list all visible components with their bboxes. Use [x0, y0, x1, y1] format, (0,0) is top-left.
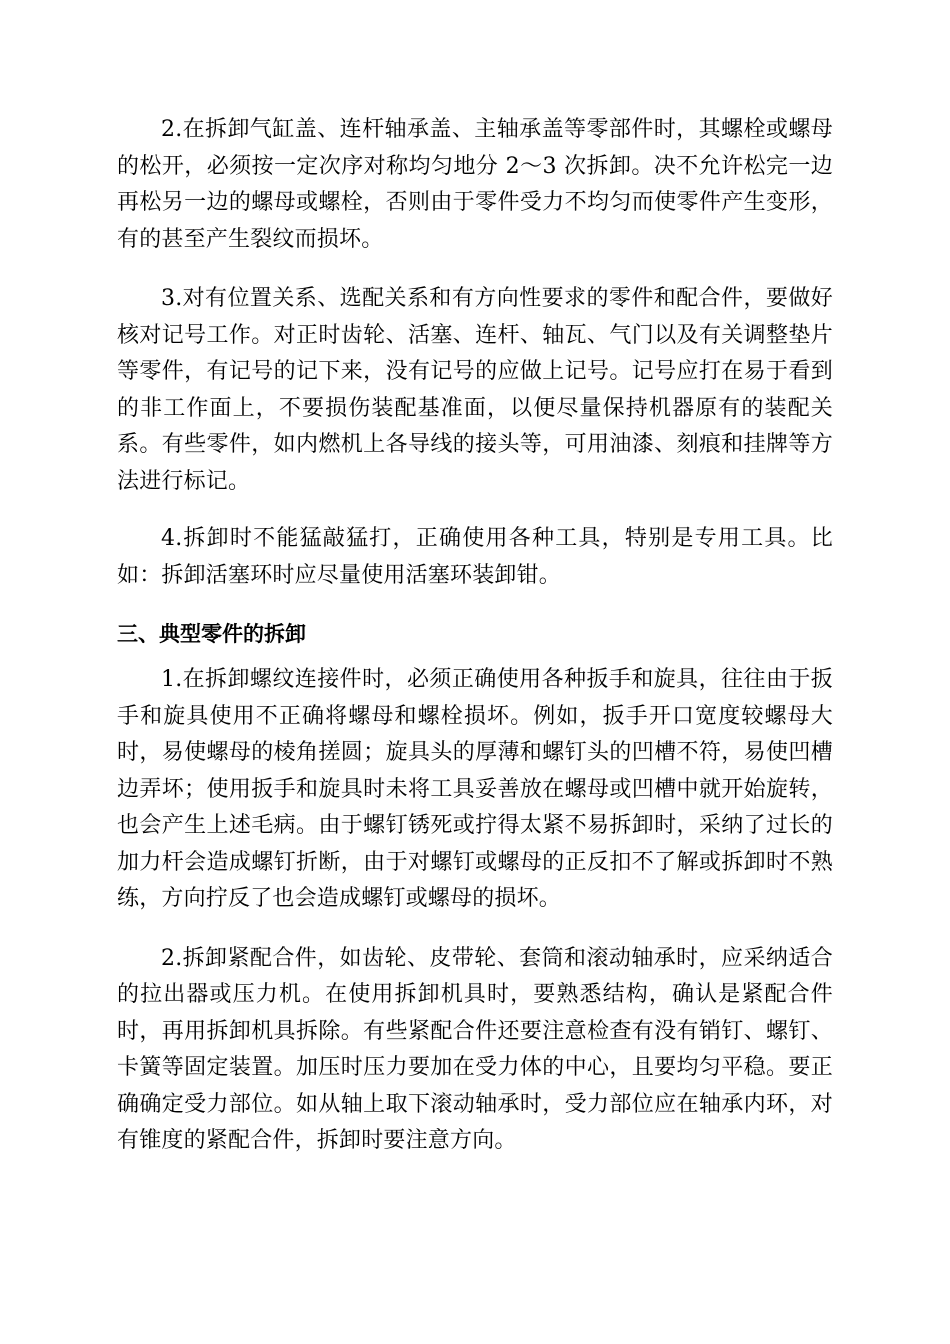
paragraph-item-2: 2.在拆卸气缸盖、连杆轴承盖、主轴承盖等零部件时，其螺栓或螺母的松开，必须按一定次序对称均匀地分 2～3 次拆卸。决不允许松完一边再松另一边的螺母或螺栓，否则由于零件受力不均匀而使零件产生变形，有的甚至产生裂纹而损坏。 — [117, 117, 833, 252]
document-page — [117, 112, 833, 1160]
paragraph-item-3: 3.对有位置关系、选配关系和有方向性要求的零件和配合件，要做好核对记号工作。对正时齿轮、活塞、连杆、轴瓦、气门以及有关调整垫片等零件，有记号的记下来，没有记号的应做上记号。记号应打在易于看到的非工作面上，不要损伤装配基准面，以便尽量保持机器原有的装配关系。有些零件，如内燃机上各导线的接头等，可用油漆、刻痕和挂牌等方法进行标记。 — [117, 286, 833, 494]
paragraph-item-4: 4.拆卸时不能猛敲猛打，正确使用各种工具，特别是专用工具。比如：拆卸活塞环时应尽量使用活塞环装卸钳。 — [117, 526, 833, 588]
section-heading-typical-parts: 三、典型零件的拆卸 — [117, 622, 306, 646]
paragraph-tight-fit-parts: 2.拆卸紧配合件，如齿轮、皮带轮、套筒和滚动轴承时，应采纳适合的拉出器或压力机。在使用拆卸机具时，要熟悉结构，确认是紧配合件时，再用拆卸机具拆除。有些紧配合件还要注意检查有没有销钉、螺钉、卡簧等固定装置。加压时压力要加在受力体的中心，且要均匀平稳。要正确确定受力部位。如从轴上取下滚动轴承时，受力部位应在轴承内环，对有锥度的紧配合件，拆卸时要注意方向。 — [117, 945, 833, 1153]
paragraph-threaded-connections: 1.在拆卸螺纹连接件时，必须正确使用各种扳手和旋具，往往由于扳手和旋具使用不正确将螺母和螺栓损坏。例如，扳手开口宽度较螺母大时，易使螺母的棱角搓圆；旋具头的厚薄和螺钉头的凹槽不符，易使凹槽边弄坏；使用扳手和旋具时未将工具妥善放在螺母或凹槽中就开始旋转，也会产生上述毛病。由于螺钉锈死或拧得太紧不易拆卸时，采纳了过长的加力杆会造成螺钉折断，由于对螺钉或螺母的正反扣不了解或拆卸时不熟练，方向拧反了也会造成螺钉或螺母的损坏。 — [117, 667, 833, 911]
